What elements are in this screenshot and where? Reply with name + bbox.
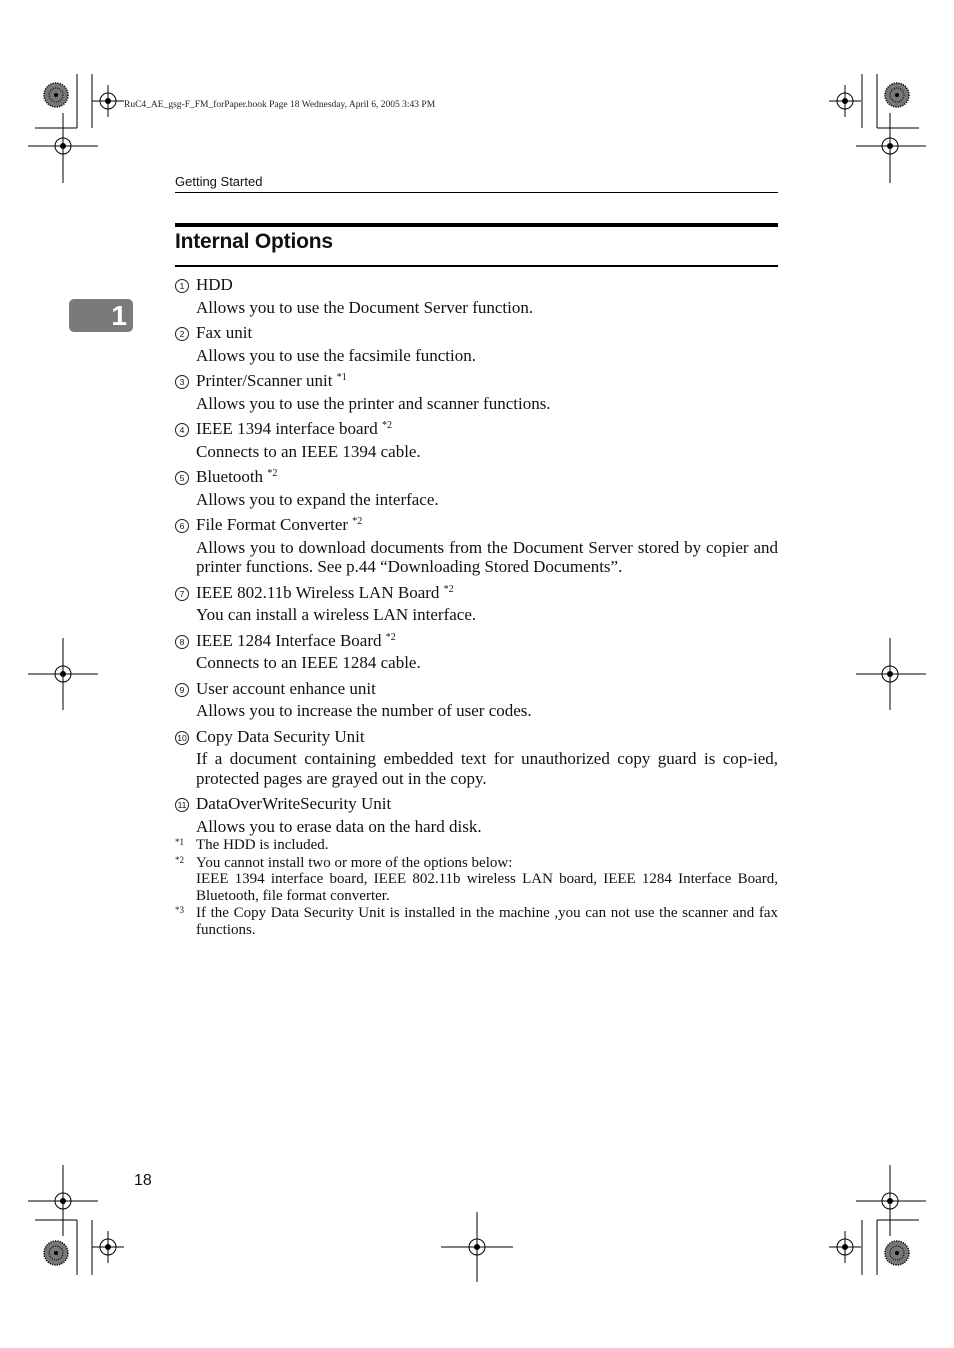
item-name: DataOverWriteSecurity Unit [196,794,392,813]
item-description: Allows you to use the facsimile function. [196,345,476,365]
footnote [175,905,778,938]
item-name: Bluetooth $^{*2}$ [196,467,278,486]
list-item [175,727,778,789]
item-number: 7 [175,585,196,605]
running-head: Getting Started [175,174,263,189]
list-item [175,323,778,365]
item-number: 11 [175,796,196,816]
item-description: Connects to an IEEE 1284 cable. [196,653,421,672]
list-item [175,275,778,317]
footnote-text: If the Copy Data Security Unit is installed in the machine ,you can not use the scanner and fax functions. [196,905,778,938]
item-description: Allows you to expand the interface. [196,489,439,509]
list-item [175,583,778,625]
footnote [175,855,778,905]
list-item [175,515,778,577]
list-item [175,371,778,413]
list-item [175,419,778,461]
footnote [175,837,778,854]
list-item [175,631,778,673]
item-number: 5 [175,469,196,489]
title-rule-bottom [175,265,778,267]
title-rule-top [175,223,778,227]
item-number: 6 [175,517,196,537]
item-name: IEEE 802.11b Wireless LAN Board $^{*2}$ [196,582,454,602]
item-number: 8 [175,633,196,653]
item-description: Allows you to use the printer and scanner functions. [196,393,551,413]
item-number: 9 [175,681,196,701]
item-name: HDD [196,275,233,294]
running-head-rule [175,192,778,193]
item-description: Allows you to use the Document Server function. [196,297,534,317]
item-description: Allows you to download documents from the Document Server stored by copier and printer functions. See p.44 “Downloading Stored Documents”. [196,537,778,576]
footnote-text-list: IEEE 1394 interface board, IEEE 802.11b wireless LAN board, IEEE 1284 Interface Board, Bluetooth, file format converter. [196,871,778,904]
item-description: Allows you to erase data on the hard disk. [196,816,482,836]
item-name: File Format Converter $^{*2}$ [196,515,363,534]
item-number: 4 [175,421,196,441]
item-name: Printer/Scanner unit $^{*1}$ [196,371,347,390]
footnote-mark: *1 [175,837,184,847]
footnote-mark: *2 [175,854,184,865]
item-name: IEEE 1284 Interface Board $^{*2}$ [196,630,396,650]
item-description: If a document containing embedded text for unauthorized copy guard is cop-ied, protected pages are grayed out in the copy. [196,749,778,788]
item-name: Fax unit [196,323,253,342]
footnote-text: The HDD is included. [196,837,329,853]
item-description: You can install a wireless LAN interface. [196,605,477,624]
print-header: RuC4_AE_gsg-F_FM_forPaper.book Page 18 Wednesday, April 6, 2005 3:43 PM [124,100,436,110]
item-description: Allows you to increase the number of user codes. [196,701,532,720]
options-list [175,275,778,939]
item-name: IEEE 1394 interface board $^{*2}$ [196,419,392,438]
footnote-text: You cannot install two or more of the options below: [196,854,513,871]
item-number: 10 [175,729,196,749]
list-item [175,794,778,836]
page-number: 18 [134,1172,152,1189]
footnotes [175,837,778,938]
item-number: 1 [175,277,196,297]
list-item [175,679,778,721]
item-number: 2 [175,325,196,345]
item-number: 3 [175,373,196,393]
item-name: User account enhance unit [196,678,376,698]
list-item [175,467,778,509]
item-name: Copy Data Security Unit [196,726,365,746]
item-description: Connects to an IEEE 1394 cable. [196,441,421,461]
page-title: Internal Options [175,230,333,253]
chapter-tab: 1 [69,299,133,332]
footnote-mark: *3 [175,905,184,915]
